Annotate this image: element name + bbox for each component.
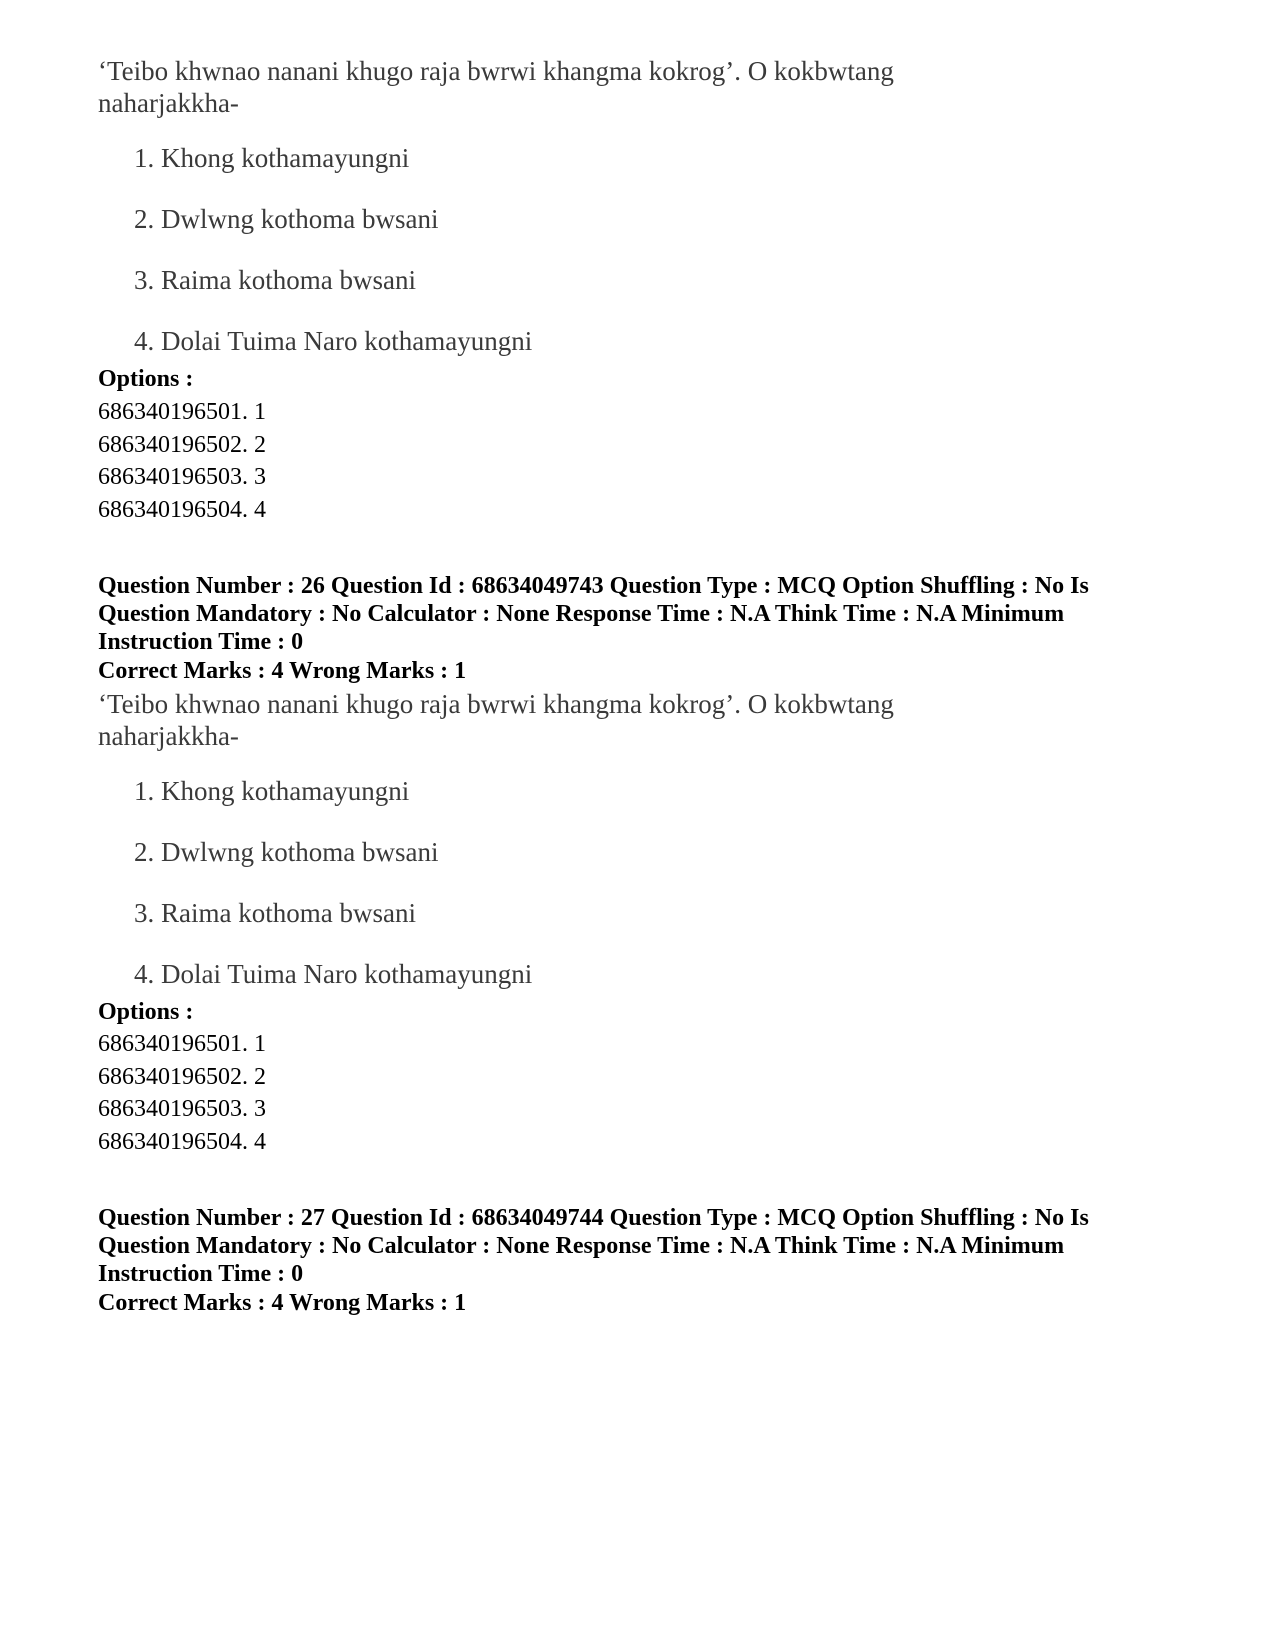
- option-item: 686340196503. 3: [98, 1096, 266, 1122]
- statement-item: 4. Dolai Tuima Naro kothamayungni: [134, 959, 533, 989]
- options-label: Options :: [98, 366, 194, 392]
- option-item: 686340196504. 4: [98, 1129, 266, 1155]
- statement-item: 4. Dolai Tuima Naro kothamayungni: [134, 326, 533, 356]
- question-text: ‘Teibo khwnao nanani khugo raja bwrwi khangma kokrog’. O kokbwtang naharjakkha-: [98, 56, 894, 118]
- statement-item: 2. Dwlwng kothoma bwsani: [134, 204, 439, 234]
- question-text: ‘Teibo khwnao nanani khugo raja bwrwi khangma kokrog’. O kokbwtang naharjakkha-: [98, 689, 894, 751]
- statement-item: 2. Dwlwng kothoma bwsani: [134, 837, 439, 867]
- question-meta: Question Number : 26 Question Id : 68634049743 Question Type : MCQ Option Shuffling : No Is Question Mandatory : No Calculator : None Response Time : N.A Think Time : N.A Minimum Instruction Time : 0: [98, 573, 1089, 655]
- option-item: 686340196503. 3: [98, 464, 266, 490]
- option-item: 686340196504. 4: [98, 497, 266, 523]
- option-item: 686340196502. 2: [98, 1064, 266, 1090]
- marks-line: Correct Marks : 4 Wrong Marks : 1: [98, 1290, 467, 1316]
- marks-line: Correct Marks : 4 Wrong Marks : 1: [98, 658, 467, 684]
- statement-item: 1. Khong kothamayungni: [134, 776, 410, 806]
- question-meta: Question Number : 27 Question Id : 68634049744 Question Type : MCQ Option Shuffling : No Is Question Mandatory : No Calculator : None Response Time : N.A Think Time : N.A Minimum Instruction Time : 0: [98, 1205, 1089, 1287]
- options-label: Options :: [98, 999, 194, 1025]
- statement-item: 3. Raima kothoma bwsani: [134, 265, 416, 295]
- option-item: 686340196501. 1: [98, 399, 266, 425]
- statement-item: 1. Khong kothamayungni: [134, 143, 410, 173]
- option-item: 686340196502. 2: [98, 432, 266, 458]
- option-item: 686340196501. 1: [98, 1031, 266, 1057]
- statement-item: 3. Raima kothoma bwsani: [134, 898, 416, 928]
